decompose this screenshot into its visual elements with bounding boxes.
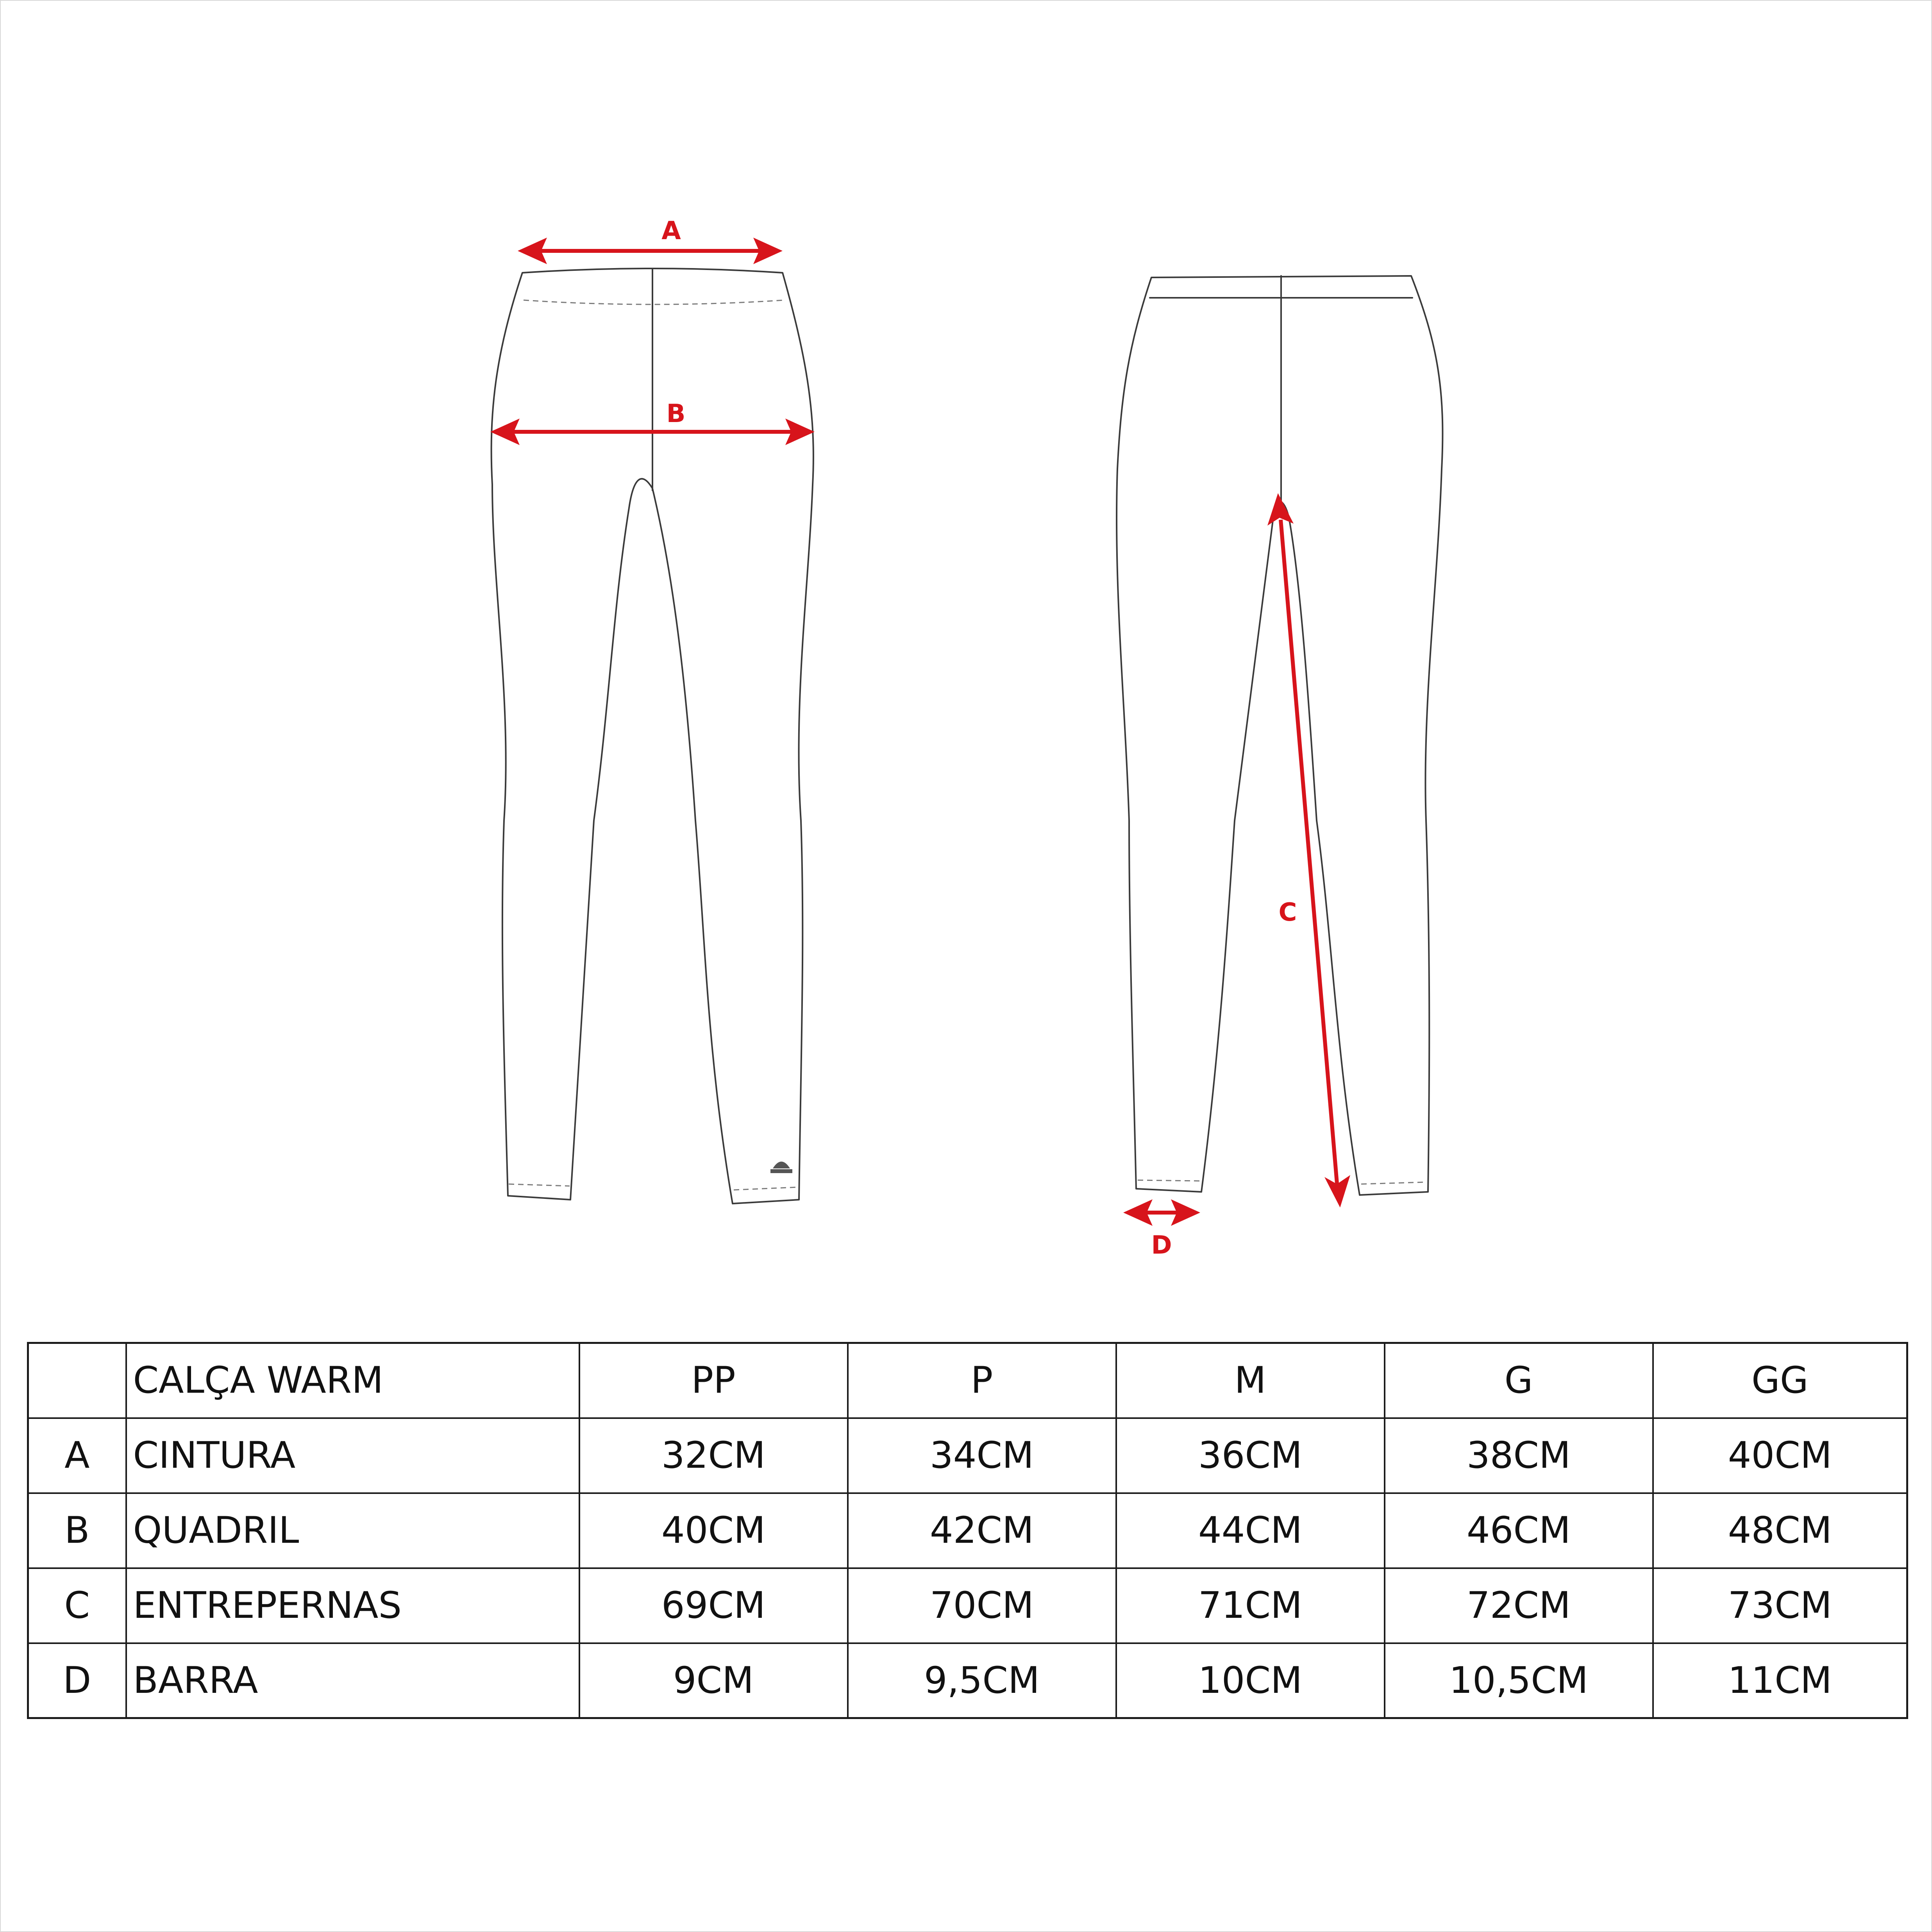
row-code: D [28,1643,126,1718]
table-header-row [28,1343,1907,1418]
row-value: 10CM [1116,1643,1385,1718]
row-value: 36CM [1116,1418,1385,1493]
row-measurement-name: CINTURA [126,1418,579,1493]
dimension-label-d: D [1151,1231,1172,1260]
table-row [28,1643,1907,1718]
row-value: 40CM [579,1493,848,1568]
row-code: B [28,1493,126,1568]
row-value: 48CM [1653,1493,1907,1568]
row-code: C [28,1568,126,1643]
table-row [28,1493,1907,1568]
row-value: 9CM [579,1643,848,1718]
row-measurement-name: BARRA [126,1643,579,1718]
table-row [28,1568,1907,1643]
row-measurement-name: ENTREPERNAS [126,1568,579,1643]
dimension-label-a: A [661,216,681,245]
row-measurement-name: QUADRIL [126,1493,579,1568]
row-value: 10,5CM [1385,1643,1653,1718]
row-value: 73CM [1653,1568,1907,1643]
row-value: 42CM [848,1493,1116,1568]
row-value: 46CM [1385,1493,1653,1568]
row-value: 32CM [579,1418,848,1493]
row-value: 34CM [848,1418,1116,1493]
row-value: 70CM [848,1568,1116,1643]
row-value: 71CM [1116,1568,1385,1643]
dimension-label-c: C [1278,898,1297,927]
table-header-size: PP [579,1343,848,1418]
size-chart-table [27,1342,1908,1719]
row-value: 69CM [579,1568,848,1643]
row-value: 72CM [1385,1568,1653,1643]
row-value: 38CM [1385,1418,1653,1493]
row-value: 9,5CM [848,1643,1116,1718]
table-header-product: CALÇA WARM [126,1343,579,1418]
table-header-code-cell [28,1343,126,1418]
row-value: 11CM [1653,1643,1907,1718]
table-header-size: P [848,1343,1116,1418]
table-header-size: M [1116,1343,1385,1418]
row-value: 44CM [1116,1493,1385,1568]
dimension-label-b: B [666,399,686,428]
table-row [28,1418,1907,1493]
table-header-size: GG [1653,1343,1907,1418]
row-value: 40CM [1653,1418,1907,1493]
row-code: A [28,1418,126,1493]
table-header-size: G [1385,1343,1653,1418]
